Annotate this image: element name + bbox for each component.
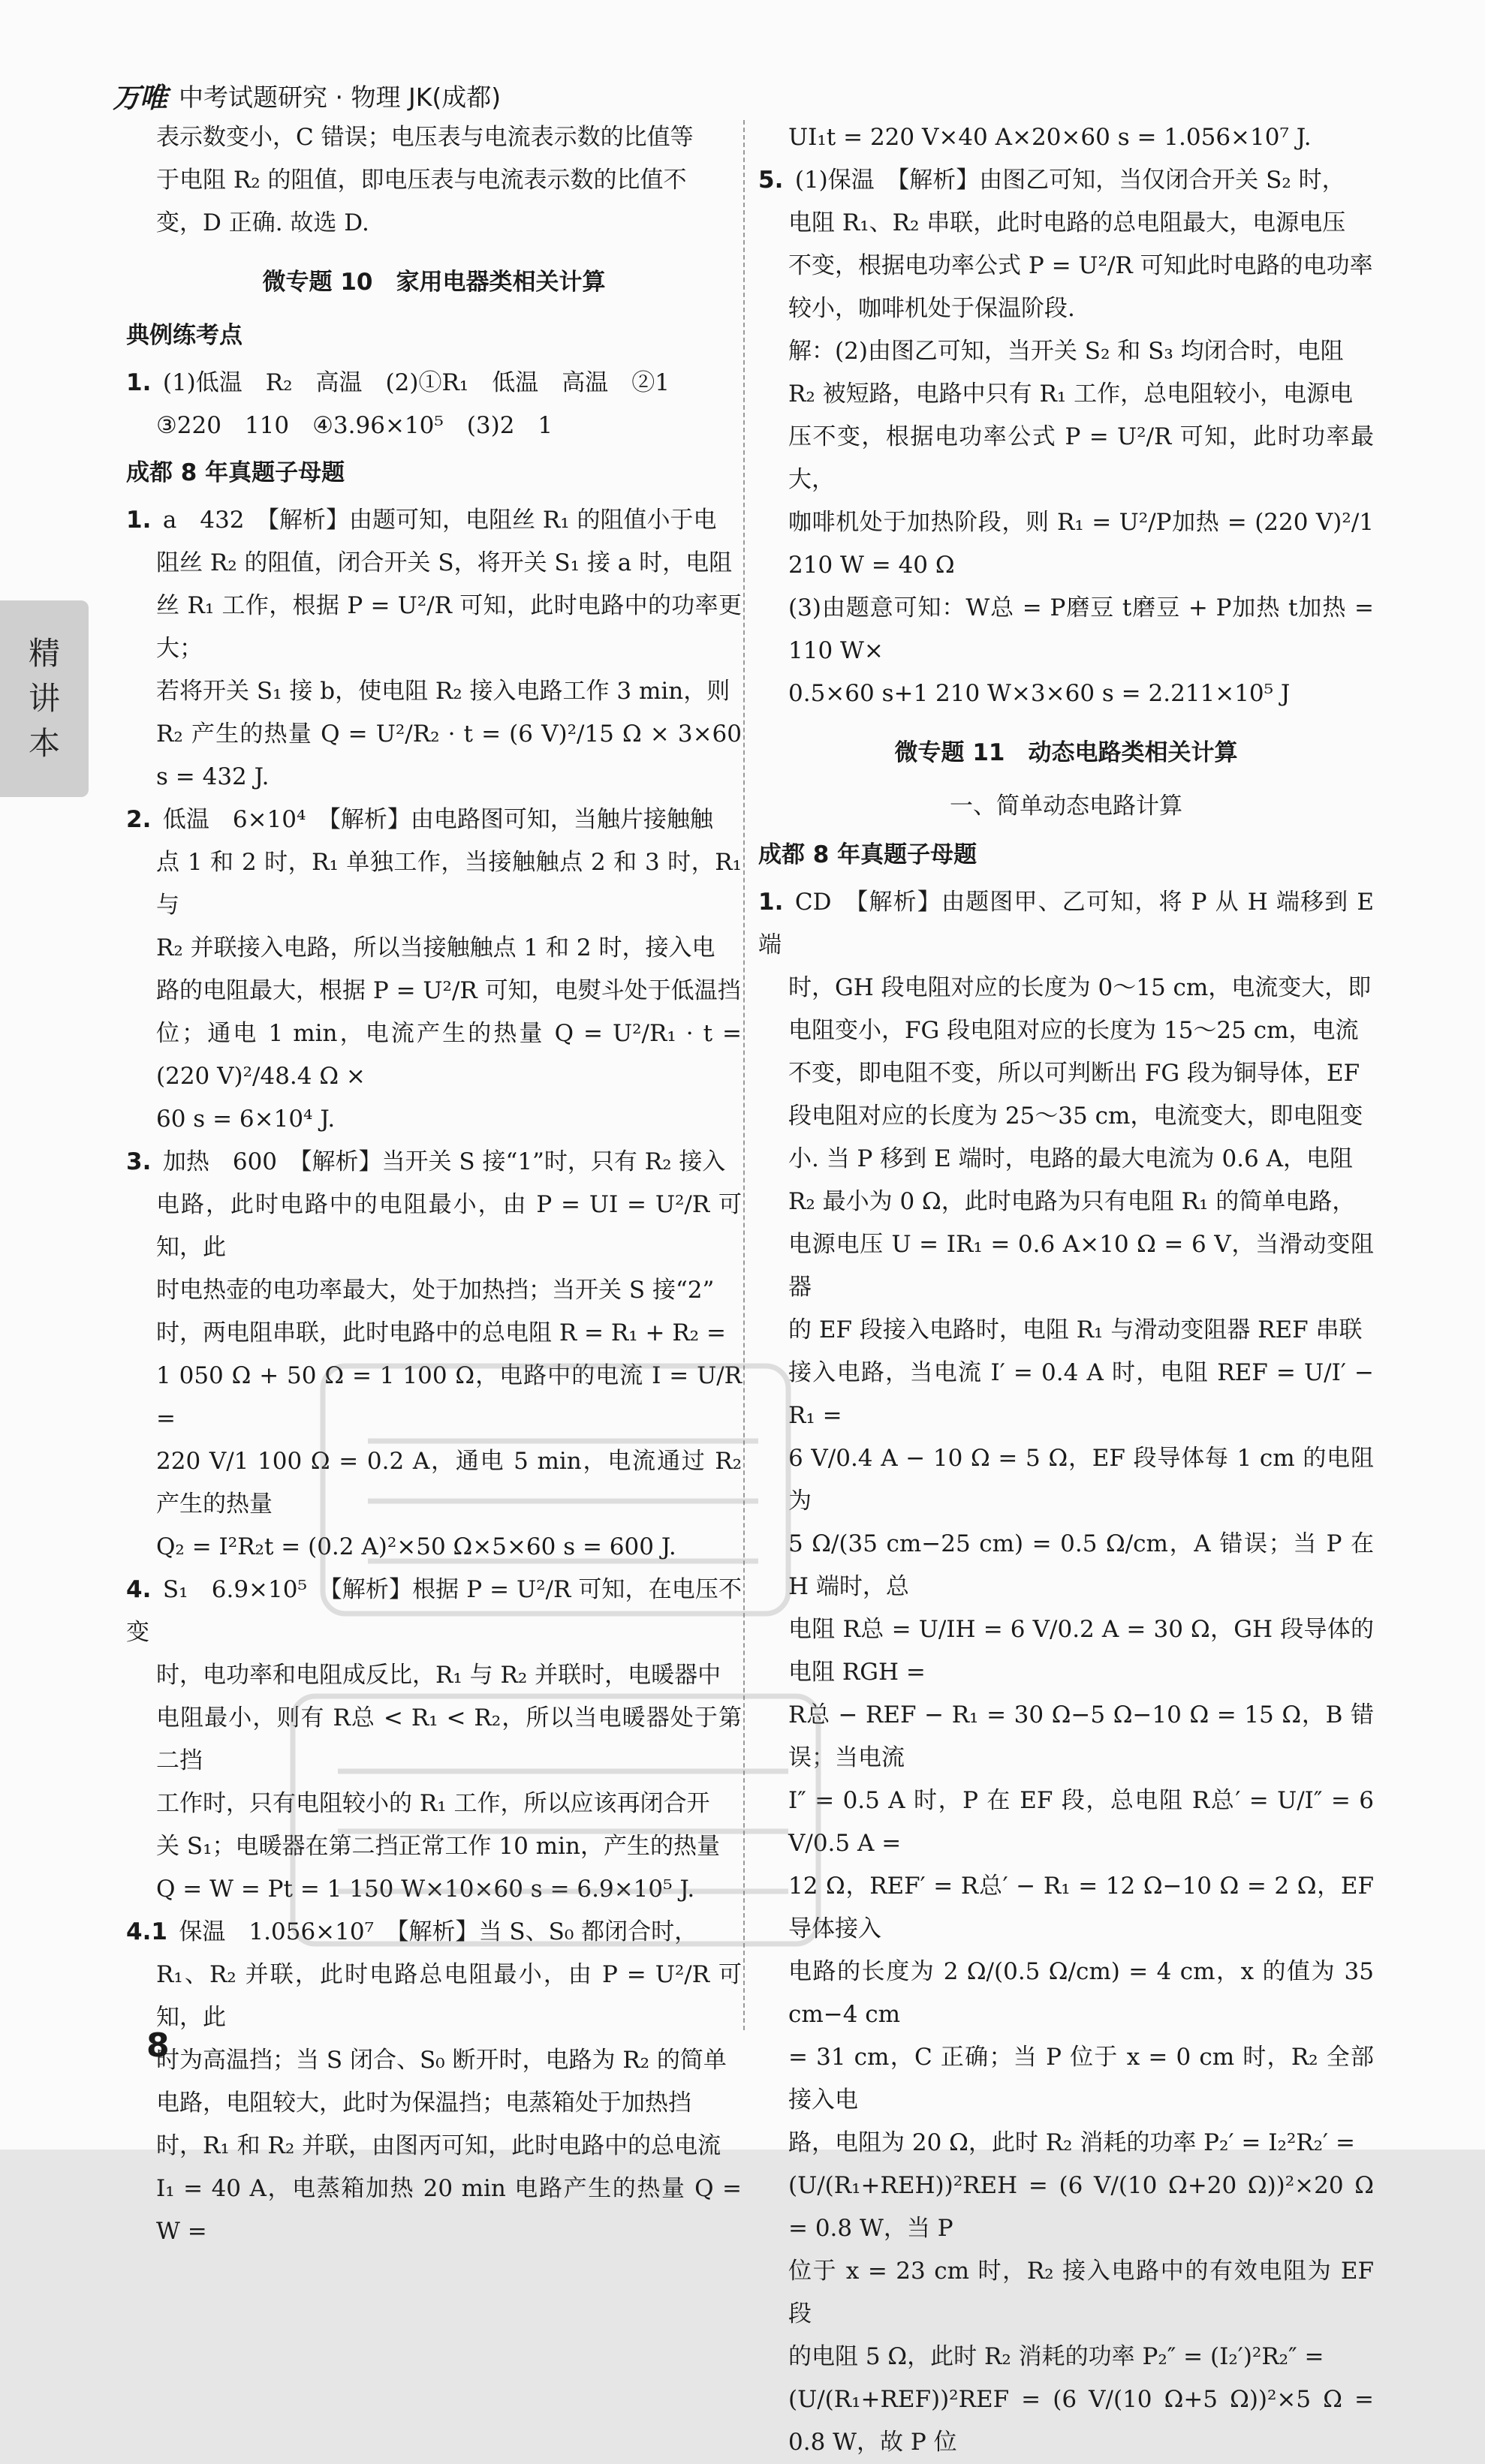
text-line: R总 − REF − R₁ = 30 Ω−5 Ω−10 Ω = 15 Ω，B 错误；当电流 <box>788 1701 1374 1771</box>
section-label: 成都 8 年真题子母题 <box>758 841 977 868</box>
text-line: 0.5×60 s+1 210 W×3×60 s = 2.211×10⁵ J <box>788 680 1291 707</box>
text-line: (U/(R₁+REH))²REH = (6 V/(10 Ω+20 Ω))²×20 Ω = 0.8 W，当 P <box>788 2172 1374 2242</box>
text-line: 电阻变小，FG 段电阻对应的长度为 15～25 cm，电流 <box>788 1017 1359 1044</box>
text-line: 电阻 R总 = U/IH = 6 V/0.2 A = 30 Ω，GH 段导体的电阻 RGH = <box>788 1616 1374 1686</box>
text-line: 电阻最小，则有 R总 < R₁ < R₂，所以当电暖器处于第二挡 <box>156 1704 742 1774</box>
answer-item <box>126 1911 742 1954</box>
text-line: 电路，电阻较大，此时为保温挡；电蒸箱处于加热挡 <box>156 2089 691 2117</box>
text-line: 工作时，只有电阻较小的 R₁ 工作，所以应该再闭合开 <box>156 1790 710 1817</box>
text-line: 6 V/0.4 A − 10 Ω = 5 Ω，EF 段导体每 1 cm 的电阻为 <box>788 1445 1374 1515</box>
text-line: 12 Ω，REF′ = R总′ − R₁ = 12 Ω−10 Ω = 2 Ω，EF 导体接入 <box>788 1873 1374 1942</box>
item-number: 4. <box>126 1576 152 1603</box>
text-line: 路的电阻最大，根据 P = U²/R 可知，电熨斗处于低温挡 <box>156 977 741 1004</box>
text-line: 于电阻 R₂ 的阻值，即电压表与电流表示数的比值不 <box>156 167 687 194</box>
text-line: R₂ 产生的热量 Q = U²/R₂ · t = (6 V)²/15 Ω × 3×60 s = 432 J. <box>156 721 742 790</box>
text-line: 60 s = 6×10⁴ J. <box>156 1106 336 1133</box>
answer-item <box>126 1141 742 1184</box>
text-line: 若将开关 S₁ 接 b，使电阻 R₂ 接入电路工作 3 min，则 <box>156 678 730 705</box>
text-line: (3)由题意可知：W总 = P磨豆 t磨豆 + P加热 t加热 = 110 W× <box>788 594 1374 664</box>
text-line: 咖啡机处于加热阶段，则 R₁ = U²/P加热 = (220 V)²/1 210 W = 40 Ω <box>788 509 1374 579</box>
text-line: 关 S₁；电暖器在第二挡正常工作 10 min，产生的热量 <box>156 1833 720 1860</box>
text-line: I₁ = 40 A，电蒸箱加热 20 min 电路产生的热量 Q = W = <box>156 2175 742 2245</box>
item-number: 3. <box>126 1148 152 1175</box>
text-line: 小. 当 P 移到 E 端时，电路的最大电流为 0.6 A，电阻 <box>788 1145 1354 1172</box>
text-line: 的电阻 5 Ω，此时 R₂ 消耗的功率 P₂″ = (I₂′)²R₂″ = <box>788 2343 1324 2370</box>
text-line: 电阻 R₁、R₂ 串联，此时电路的总电阻最大，电源电压 <box>788 209 1346 236</box>
item-number: 2. <box>126 806 152 833</box>
text-line: 电路，此时电路中的电阻最小，由 P = UI = U²/R 可知，此 <box>156 1191 742 1261</box>
item-number: 1. <box>758 889 784 916</box>
text-line: 不变，根据电功率公式 P = U²/R 可知此时电路的电功率 <box>788 252 1373 279</box>
text-line: = 31 cm，C 正确；当 P 位于 x = 0 cm 时，R₂ 全部接入电 <box>788 2044 1374 2114</box>
page-number: 8 <box>146 2026 170 2065</box>
item-text: (1)保温 【解析】由图乙可知，当仅闭合开关 S₂ 时， <box>794 167 1345 194</box>
text-line: 电路的长度为 2 Ω/(0.5 Ω/cm) = 4 cm，x 的值为 35 cm−4 cm <box>788 1958 1374 2028</box>
answer-item <box>126 1569 742 1654</box>
text-line: 阻丝 R₂ 的阻值，闭合开关 S，将开关 S₁ 接 a 时，电阻 <box>156 549 733 576</box>
text-line: 时，两电阻串联，此时电路中的总电阻 R = R₁ + R₂ = <box>156 1319 726 1346</box>
item-text: a 432 【解析】由题可知，电阻丝 R₁ 的阻值小于电 <box>162 507 717 534</box>
text-line: 5 Ω/(35 cm−25 cm) = 0.5 Ω/cm，A 错误；当 P 在 H 端时，总 <box>788 1530 1374 1600</box>
text-line: (U/(R₁+REF))²REF = (6 V/(10 Ω+5 Ω))²×5 Ω = 0.8 W，故 P 位 <box>788 2386 1374 2456</box>
side-tab-char: 讲 <box>28 680 60 717</box>
text-line: Q₂ = I²R₂t = (0.2 A)²×50 Ω×5×60 s = 600 J. <box>156 1533 676 1560</box>
left-column <box>126 116 742 2245</box>
side-tab-char: 本 <box>28 725 60 762</box>
side-tab <box>0 600 89 797</box>
text-line: 位；通电 1 min，电流产生的热量 Q = U²/R₁ · t = (220 V)²/48.4 Ω × <box>156 1020 742 1090</box>
text-line: 220 V/1 100 Ω = 0.2 A，通电 5 min，电流通过 R₂ 产生的热量 <box>156 1448 742 1518</box>
item-text: CD 【解析】由题图甲、乙可知，将 P 从 H 端移到 E 端 <box>758 889 1374 958</box>
item-text: 加热 600 【解析】当开关 S 接“1”时，只有 R₂ 接入 <box>162 1148 726 1175</box>
text-line: 电源电压 U = IR₁ = 0.6 A×10 Ω = 6 V，当滑动变阻器 <box>788 1231 1374 1301</box>
text-line: 时，R₁ 和 R₂ 并联，由图丙可知，此时电路中的总电流 <box>156 2132 721 2159</box>
section-title: 微专题 11 动态电路类相关计算 <box>894 739 1238 766</box>
text-line: R₂ 并联接入电路，所以当接触触点 1 和 2 时，接入电 <box>156 934 715 961</box>
text-line: 1 050 Ω + 50 Ω = 1 100 Ω，电路中的电流 I = U/R = <box>156 1362 742 1432</box>
text-line: I″ = 0.5 A 时，P 在 EF 段，总电阻 R总′ = U/I″ = 6 V/0.5 A = <box>788 1787 1374 1857</box>
text-line: 丝 R₁ 工作，根据 P = U²/R 可知，此时电路中的功率更大； <box>156 592 742 662</box>
column-divider <box>743 120 745 2030</box>
text-line: 的 EF 段接入电路时，电阻 R₁ 与滑动变阻器 REF 串联 <box>788 1316 1363 1343</box>
item-number: 1. <box>126 369 152 396</box>
text-line: 路，电阻为 20 Ω，此时 R₂ 消耗的功率 P₂′ = I₂²R₂′ = <box>788 2129 1355 2156</box>
item-text: S₁ 6.9×10⁵ 【解析】根据 P = U²/R 可知，在电压不变 <box>126 1576 742 1646</box>
book-title: 中考试题研究 · 物理 JK(成都) <box>179 82 502 112</box>
answer-item <box>126 362 742 405</box>
answer-item <box>758 881 1374 967</box>
item-number: 4.1 <box>126 1918 167 1945</box>
item-text: 保温 1.056×10⁷ 【解析】当 S、S₀ 都闭合时， <box>179 1918 698 1945</box>
text-line: 时，GH 段电阻对应的长度为 0～15 cm，电流变大，即 <box>788 974 1372 1001</box>
item-number: 5. <box>758 167 784 194</box>
text-line: 接入电路，当电流 I′ = 0.4 A 时，电阻 REF = U/I′ − R₁ = <box>788 1359 1374 1429</box>
text-line: 较小，咖啡机处于保温阶段. <box>788 295 1075 322</box>
text-line: 时为高温挡；当 S 闭合、S₀ 断开时，电路为 R₂ 的简单 <box>156 2047 727 2074</box>
answer-item <box>126 799 742 841</box>
text-line: 变，D 正确. 故选 D. <box>156 209 369 236</box>
text-line: 点 1 和 2 时，R₁ 单独工作，当接触触点 2 和 3 时，R₁ 与 <box>156 849 742 919</box>
item-text: 低温 6×10⁴ 【解析】由电路图可知，当触片接触触 <box>162 806 713 833</box>
text-line: 段电阻对应的长度为 25～35 cm，电流变大，即电阻变 <box>788 1103 1363 1130</box>
item-number: 1. <box>126 507 152 534</box>
page-header <box>113 77 501 114</box>
subsection-title: 一、简单动态电路计算 <box>950 793 1182 820</box>
text-line: R₂ 被短路，电路中只有 R₁ 工作，总电阻较小，电源电 <box>788 381 1354 408</box>
text-line: 表示数变小，C 错误；电压表与电流表示数的比值等 <box>156 124 694 151</box>
text-line: Q = W = Pt = 1 150 W×10×60 s = 6.9×10⁵ J. <box>156 1876 695 1903</box>
text-line: 不变，即电阻不变，所以可判断出 FG 段为铜导体，EF <box>788 1060 1360 1087</box>
answer-item <box>126 499 742 542</box>
section-title: 微专题 10 家用电器类相关计算 <box>262 269 606 296</box>
text-line: R₁、R₂ 并联，此时电路总电阻最小，由 P = U²/R 可知，此 <box>156 1961 742 2031</box>
text-line: 时，电功率和电阻成反比，R₁ 与 R₂ 并联时，电暖器中 <box>156 1662 721 1689</box>
item-text: (1)低温 R₂ 高温 (2)①R₁ 低温 高温 ②1 <box>162 369 670 396</box>
text-line: ③220 110 ④3.96×10⁵ (3)2 1 <box>156 412 553 439</box>
text-line: UI₁t = 220 V×40 A×20×60 s = 1.056×10⁷ J. <box>788 124 1312 151</box>
right-column <box>758 116 1374 2456</box>
text-line: 时电热壶的电功率最大，处于加热挡；当开关 S 接“2” <box>156 1277 715 1304</box>
text-line: 位于 x = 23 cm 时，R₂ 接入电路中的有效电阻为 EF 段 <box>788 2258 1374 2327</box>
text-line: R₂ 最小为 0 Ω，此时电路为只有电阻 R₁ 的简单电路， <box>788 1188 1356 1215</box>
brand-logo: 万唯 <box>113 82 167 114</box>
section-label: 典例练考点 <box>126 322 242 349</box>
section-label: 成都 8 年真题子母题 <box>126 459 345 486</box>
answer-item <box>758 159 1374 202</box>
side-tab-char: 精 <box>28 635 60 672</box>
text-line: 解：(2)由图乙可知，当开关 S₂ 和 S₃ 均闭合时，电阻 <box>788 338 1344 365</box>
text-line: 压不变，根据电功率公式 P = U²/R 可知，此时功率最大， <box>788 423 1374 493</box>
